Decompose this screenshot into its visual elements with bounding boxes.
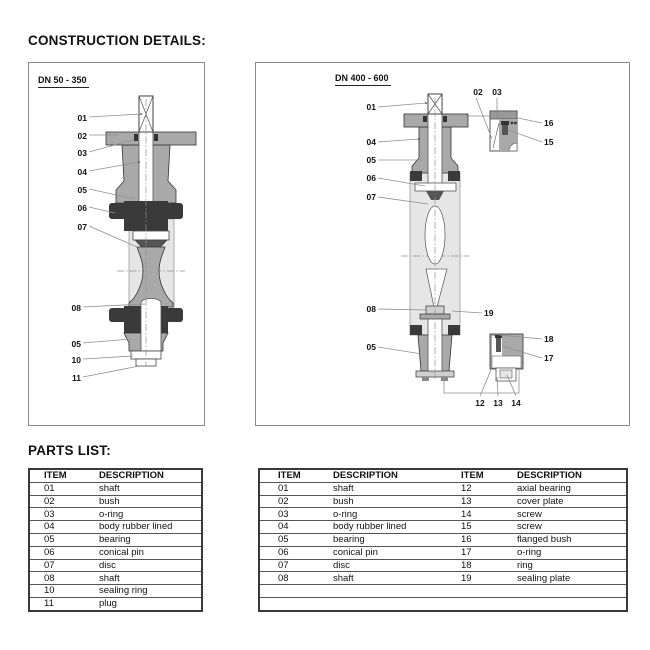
table-row: [259, 521, 627, 534]
oring-dot: [514, 122, 517, 125]
leader-04: [378, 139, 419, 142]
table-row: [259, 572, 627, 585]
table-row: [29, 495, 202, 508]
item-cell: 04: [29, 521, 99, 534]
callout-07: 07: [77, 222, 87, 232]
table-row: [259, 482, 627, 495]
description-cell: shaft: [99, 482, 202, 495]
item-cell: 08: [259, 572, 333, 585]
washer-band: [133, 231, 169, 240]
item-cell: 02: [29, 495, 99, 508]
description-cell: [517, 597, 627, 610]
callout-10: 10: [71, 355, 81, 365]
page-title: CONSTRUCTION DETAILS:: [28, 33, 206, 48]
leader-dot: [425, 102, 427, 104]
table-row: [29, 508, 202, 521]
description-cell: sealing plate: [517, 572, 627, 585]
description-cell: [333, 585, 461, 598]
callout-14: 14: [511, 398, 521, 408]
valve-drawing-dn400-600: [256, 63, 629, 425]
item-cell: 08: [29, 572, 99, 585]
seal-lower-left: [410, 325, 422, 335]
item-cell: 06: [29, 546, 99, 559]
item-cell: 14: [461, 508, 517, 521]
table-row-empty: [259, 585, 627, 598]
bearing-ear-right: [166, 203, 183, 219]
col-header-item: ITEM: [278, 470, 301, 482]
callout-11: 11: [72, 373, 81, 383]
seal-lower-right: [448, 325, 460, 335]
description-cell: body rubber lined: [333, 521, 461, 534]
table-row: [259, 559, 627, 572]
description-cell: bush: [333, 495, 461, 508]
washer-band: [415, 183, 456, 191]
callout-18: 18: [544, 334, 554, 344]
description-cell: plug: [99, 597, 202, 610]
item-cell: 05: [29, 533, 99, 546]
dn-range-label: DN 400 - 600: [335, 73, 391, 86]
callout-12: 12: [475, 398, 485, 408]
seal-upper-left: [410, 171, 422, 181]
item-cell: 02: [259, 495, 333, 508]
col-header-item: ITEM: [461, 470, 484, 482]
item-cell: [461, 597, 517, 610]
callout-03: 03: [492, 87, 502, 97]
callout-06: 06: [77, 203, 87, 213]
description-cell: conical pin: [99, 546, 202, 559]
description-cell: body rubber lined: [99, 521, 202, 534]
callout-17: 17: [544, 353, 554, 363]
parts-list-title: PARTS LIST:: [28, 443, 111, 458]
table-header-row: [259, 469, 627, 482]
screw-15-head: [501, 121, 509, 125]
description-cell: flanged bush: [517, 533, 627, 546]
table-row: [259, 546, 627, 559]
description-cell: shaft: [333, 572, 461, 585]
leader-12: [480, 370, 491, 396]
description-cell: shaft: [99, 572, 202, 585]
oring-dot: [511, 122, 514, 125]
table-row: [29, 559, 202, 572]
valve-drawing-dn50-350: [29, 63, 204, 425]
col-header-description: DESCRIPTION: [517, 470, 582, 482]
description-cell: o-ring: [99, 508, 202, 521]
table-header-row: [29, 469, 202, 482]
diagram-box-dn400-600: [255, 62, 630, 426]
item-cell: 01: [259, 482, 333, 495]
bush-mark: [134, 134, 138, 141]
leader-05b: [83, 339, 131, 343]
item-cell: 15: [461, 521, 517, 534]
seal-upper-right: [448, 171, 460, 181]
bush-mark: [423, 116, 427, 122]
col-header-description: DESCRIPTION: [333, 470, 398, 482]
callout-02: 02: [473, 87, 483, 97]
item-cell: 03: [259, 508, 333, 521]
cover-plate: [500, 370, 512, 378]
flanged-bush-plate: [490, 111, 517, 119]
item-cell: 07: [259, 559, 333, 572]
callout-04: 04: [366, 137, 376, 147]
lower-shaft: [141, 299, 161, 352]
callout-08: 08: [71, 303, 81, 313]
item-cell: 04: [259, 521, 333, 534]
axial-bearing-zone: [492, 356, 521, 368]
item-cell: 05: [259, 533, 333, 546]
item-cell: 18: [461, 559, 517, 572]
leader-16: [518, 118, 542, 123]
description-cell: sealing ring: [99, 585, 202, 598]
callout-06: 06: [366, 173, 376, 183]
description-cell: screw: [517, 508, 627, 521]
table-row: [29, 482, 202, 495]
table-row: [29, 585, 202, 598]
callout-05b: 05: [366, 342, 376, 352]
table-row: [29, 597, 202, 610]
item-cell: [461, 585, 517, 598]
description-cell: shaft: [333, 482, 461, 495]
leader-01: [378, 103, 426, 107]
description-cell: [517, 585, 627, 598]
description-cell: screw: [517, 521, 627, 534]
description-cell: o-ring: [517, 546, 627, 559]
diagram-box-dn50-350: [28, 62, 205, 426]
bearing-ear-right-lower: [166, 308, 183, 322]
item-cell: 07: [29, 559, 99, 572]
callout-05b: 05: [71, 339, 81, 349]
callout-05: 05: [77, 185, 87, 195]
table-row: [259, 508, 627, 521]
leader-11: [83, 366, 139, 377]
description-cell: bush: [99, 495, 202, 508]
leader-dot: [418, 138, 420, 140]
callout-16: 16: [544, 118, 554, 128]
description-cell: axial bearing: [517, 482, 627, 495]
item-cell: 11: [29, 597, 99, 610]
callout-13: 13: [493, 398, 503, 408]
parts-table-dn50-350: [28, 468, 203, 612]
bearing-ear-left: [109, 203, 126, 219]
col-header-item: ITEM: [44, 470, 67, 482]
item-cell: [259, 597, 333, 610]
description-cell: o-ring: [333, 508, 461, 521]
item-cell: 06: [259, 546, 333, 559]
table-row-empty: [259, 597, 627, 610]
description-cell: ring: [517, 559, 627, 572]
leader-dot: [138, 161, 140, 163]
table-row: [259, 495, 627, 508]
table-row: [29, 533, 202, 546]
item-cell: 12: [461, 482, 517, 495]
description-cell: disc: [333, 559, 461, 572]
description-cell: [333, 597, 461, 610]
oring-mark: [443, 116, 447, 122]
callout-01: 01: [366, 102, 376, 112]
description-cell: conical pin: [333, 546, 461, 559]
item-cell: 01: [29, 482, 99, 495]
item-cell: 10: [29, 585, 99, 598]
item-cell: 13: [461, 495, 517, 508]
description-cell: cover plate: [517, 495, 627, 508]
item-cell: 16: [461, 533, 517, 546]
callout-04: 04: [77, 167, 87, 177]
parts-table-dn400-600: [258, 468, 628, 612]
callout-08: 08: [366, 304, 376, 314]
callout-19: 19: [484, 308, 494, 318]
bottom-foot-right: [441, 377, 448, 381]
description-cell: bearing: [99, 533, 202, 546]
callout-15: 15: [544, 137, 554, 147]
leader-01: [89, 114, 141, 117]
bearing-ear-left-lower: [109, 308, 126, 322]
callout-05: 05: [366, 155, 376, 165]
oring-17: [496, 338, 501, 352]
description-cell: bearing: [333, 533, 461, 546]
table-row: [29, 572, 202, 585]
table-row: [259, 533, 627, 546]
oring-mark: [154, 134, 158, 141]
item-cell: 17: [461, 546, 517, 559]
item-cell: [259, 585, 333, 598]
table-row: [29, 521, 202, 534]
callout-01: 01: [77, 113, 87, 123]
callout-07: 07: [366, 192, 376, 202]
item-cell: 19: [461, 572, 517, 585]
leader-dot: [140, 113, 142, 115]
col-header-description: DESCRIPTION: [99, 470, 164, 482]
dn-range-label: DN 50 - 350: [38, 75, 89, 88]
callout-02: 02: [77, 131, 87, 141]
description-cell: disc: [99, 559, 202, 572]
callout-03: 03: [77, 148, 87, 158]
leader-10: [83, 356, 133, 359]
bottom-foot-left: [422, 377, 429, 381]
item-cell: 03: [29, 508, 99, 521]
table-row: [29, 546, 202, 559]
leader-05b: [378, 347, 422, 354]
